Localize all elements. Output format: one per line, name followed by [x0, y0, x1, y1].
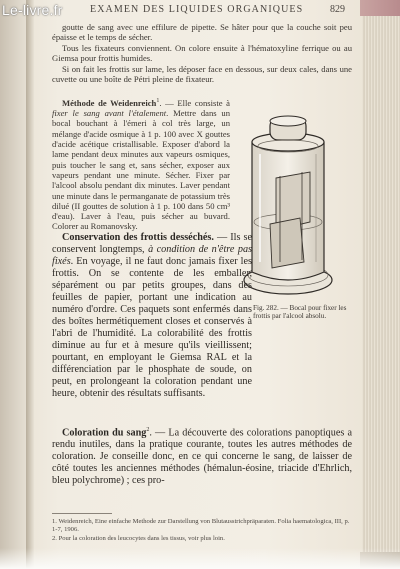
watermark-logo: Le-livre.fr: [2, 2, 63, 18]
conservation-emphasis: à condition de n'être pas fixés: [52, 244, 253, 267]
book-gutter: [26, 0, 34, 569]
footnote-2: 2. Pour la coloration des leucocytes dans les tissus, voir plus loin.: [52, 535, 225, 542]
weidenreich-lead: . — Elle consiste à: [159, 97, 230, 108]
figure-caption: Fig. 282. — Bocal pour fixer les frottis par l'alcool absolu.: [253, 304, 347, 321]
weidenreich-emphasis: fixer le sang avant l'étalement: [52, 108, 167, 119]
section-heading-weidenreich: Méthode de Weidenreich: [62, 97, 157, 108]
section-heading-conservation: Conservation des frottis desséchés.: [62, 232, 214, 243]
footnote-ref-1: 1: [156, 98, 160, 104]
paragraph-conservation: [52, 232, 252, 400]
section-heading-coloration: Coloration du sang: [62, 427, 147, 439]
paragraph-coloration: [52, 424, 352, 487]
paragraph-intro: goutte de sang avec une effilure de pipette. Se hâter pour que la couche soit peu épaisse et le temps de sécher.: [52, 22, 352, 43]
weidenreich-body: . Mettre dans un bocal bouchant à l'émeri à col très large, un mélange d'acide osmique à 1 p. 100 avec X gouttes d'acide acétique cristallisable. Exposer d'abord la lame pendant deux minutes aux vapeurs osmiques, puis toucher le sang et, sans sécher, exposer aux vapeurs pendant une minute. Sécher. Fixer par l'alcool absolu pendant dix minutes. Laver pendant une minute dans le permanganate de potassium très dilué (II gouttes de solution à 1 p. 100 dans 50 cm³ d'eau). Laver à l'eau, puis sécher au buvard. Colorer au Romanovsky.: [52, 108, 230, 232]
footnote-1: 1. Weidenreich, Eine einfache Methode zur Darstellung von Blutausstrichpräparaten. Folia haematologica, III, p. 1-7, 1906.: [52, 518, 350, 533]
page-stack-edges: [362, 0, 400, 569]
conservation-body: . En voyage, il ne faut donc jamais fixer les frottis. On se contente de les emballer, séparément ou par petits groupes, dans des feuilles de papier, portant une indication au numéro d'ordre. Ces paquets sont enfermés dans des boîtes hermétiquement closes et conservés à l'abri de l'humidité. La colorabilité des frottis diminue au fur et à mesure qu'ils vieillissent; pourtant, en employant le Giemsa RAL et la différenciation par le phosphate de soude, on peut, en prolongeant la coloration pendant une heure, obtenir des résultats suffisants.: [52, 256, 252, 399]
footnote-ref-2: 2: [146, 427, 150, 433]
running-header: EXAMEN DES LIQUIDES ORGANIQUES: [90, 4, 304, 15]
page-bottom-fade: [0, 548, 400, 569]
footnote-rule: [52, 513, 112, 514]
conservation-lead: — Ils se conservent longtemps,: [52, 232, 252, 255]
paragraph-weidenreich: [52, 96, 230, 232]
paragraph-fixatives: Tous les fixateurs conviennent. On colore ensuite à l'hématoxyline ferrique ou au Giemsa pour frottis humides.: [52, 43, 352, 64]
page-number: 829: [330, 4, 345, 15]
paragraph-slides: Si on fait les frottis sur lame, les déposer face en dessous, sur deux cales, dans une cuvette ou une boîte de Pétri pleine de fixateur.: [52, 64, 352, 85]
page-edge-top: [360, 0, 400, 16]
coloration-body: . — La découverte des colorations panoptiques a rendu inutiles, dans la pratique courante, toutes les autres méthodes de coloration. Je conseille donc, en ce qui concerne le sang, de laisser de côté toutes les anciennes méthodes (hémalun-éosine, triacide d'Ehrlich, bleu polychrome) ; ces pro-: [52, 427, 353, 487]
